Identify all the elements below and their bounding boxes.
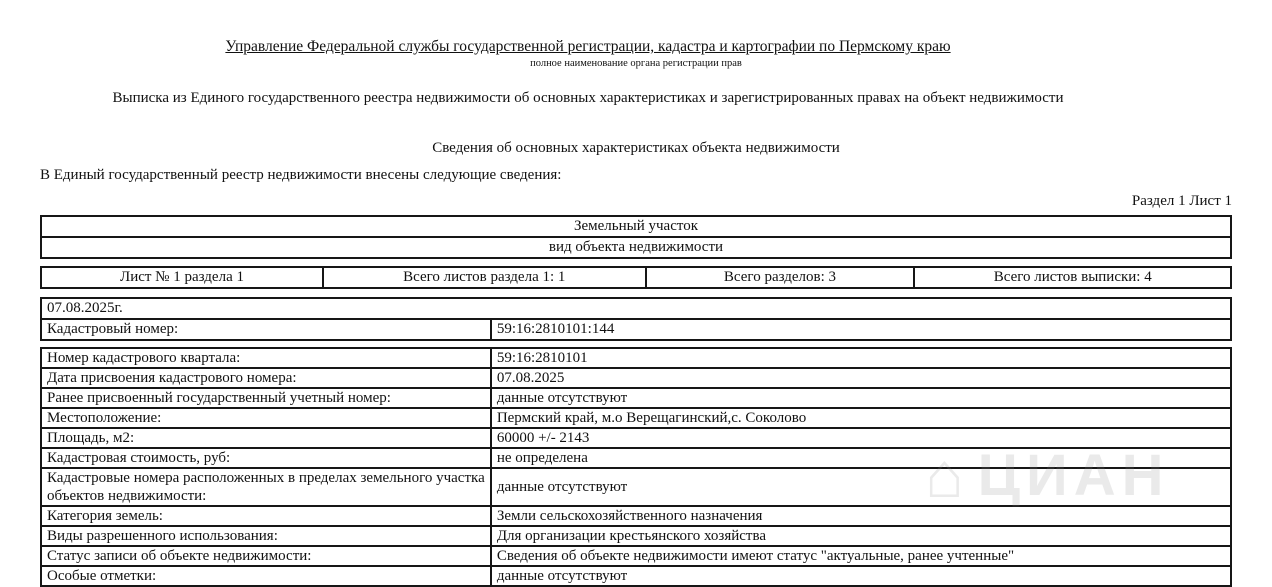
row-label: Категория земель: [41,506,491,526]
row-label: Номер кадастрового квартала: [41,348,491,368]
object-type-value: Земельный участок [41,216,1231,237]
cadastral-number-value: 59:16:2810101:144 [491,319,1231,340]
row-label: Кадастровые номера расположенных в пределах земельного участка объектов недвижимости: [41,468,491,506]
sheet-number-cell: Лист № 1 раздела 1 [41,267,323,288]
house-icon: ⌂ [925,439,970,511]
table-row [41,368,1231,388]
table-row [41,267,1231,288]
section-title: Сведения об основных характеристиках объекта недвижимости [432,140,840,156]
extract-sheets-total-cell: Всего листов выписки: 4 [914,267,1231,288]
row-value: Пермский край, м.о Верещагинский,с. Соколово [491,408,1231,428]
registration-authority-title: Управление Федеральной службы государственной регистрации, кадастра и картографии по Пермскому краю [225,38,951,55]
row-value: Сведения об объекте недвижимости имеют статус "актуальные, ранее учтенные" [491,546,1231,566]
section-sheets-total-cell: Всего листов раздела 1: 1 [323,267,645,288]
table-row [41,506,1231,526]
row-label: Дата присвоения кадастрового номера: [41,368,491,388]
extract-date-cell: 07.08.2025г. [41,298,1231,319]
table-row [41,526,1231,546]
cadastral-number-label: Кадастровый номер: [41,319,491,340]
table-row [41,428,1231,448]
table-row [41,237,1231,258]
row-label: Особые отметки: [41,566,491,586]
document-title: Выписка из Единого государственного реестра недвижимости об основных характеристиках и зарегистрированных правах на объект недвижимости [112,90,1064,106]
intro-line: В Единый государственный реестр недвижимости внесены следующие сведения: [40,167,562,183]
details-table-body [41,348,1231,586]
row-value: данные отсутствуют [491,468,1231,506]
row-value: 07.08.2025 [491,368,1231,388]
sheet-info-table [40,266,1232,289]
object-type-caption: вид объекта недвижимости [41,237,1231,258]
watermark-text: ЦИАН [977,442,1170,508]
row-value: 59:16:2810101 [491,348,1231,368]
table-row [41,388,1231,408]
row-label: Виды разрешенного использования: [41,526,491,546]
table-row [41,566,1231,586]
table-row [41,448,1231,468]
row-label: Местоположение: [41,408,491,428]
details-table [40,347,1232,587]
table-row [41,319,1231,340]
table-row [41,216,1231,237]
object-type-table [40,215,1232,259]
row-label: Площадь, м2: [41,428,491,448]
table-row [41,348,1231,368]
row-value: Земли сельскохозяйственного назначения [491,506,1231,526]
row-label: Статус записи об объекте недвижимости: [41,546,491,566]
row-label: Кадастровая стоимость, руб: [41,448,491,468]
table-row [41,468,1231,506]
table-row [41,298,1231,319]
row-label: Ранее присвоенный государственный учетный номер: [41,388,491,408]
sections-total-cell: Всего разделов: 3 [646,267,915,288]
row-value: данные отсутствуют [491,566,1231,586]
section-page-label: Раздел 1 Лист 1 [1131,193,1232,209]
row-value: 60000 +/- 2143 [491,428,1231,448]
table-row [41,546,1231,566]
date-cadastral-table [40,297,1232,341]
authority-caption: полное наименование органа регистрации прав [530,58,742,69]
row-value: Для организации крестьянского хозяйства [491,526,1231,546]
row-value: не определена [491,448,1231,468]
table-row [41,408,1231,428]
row-value: данные отсутствуют [491,388,1231,408]
